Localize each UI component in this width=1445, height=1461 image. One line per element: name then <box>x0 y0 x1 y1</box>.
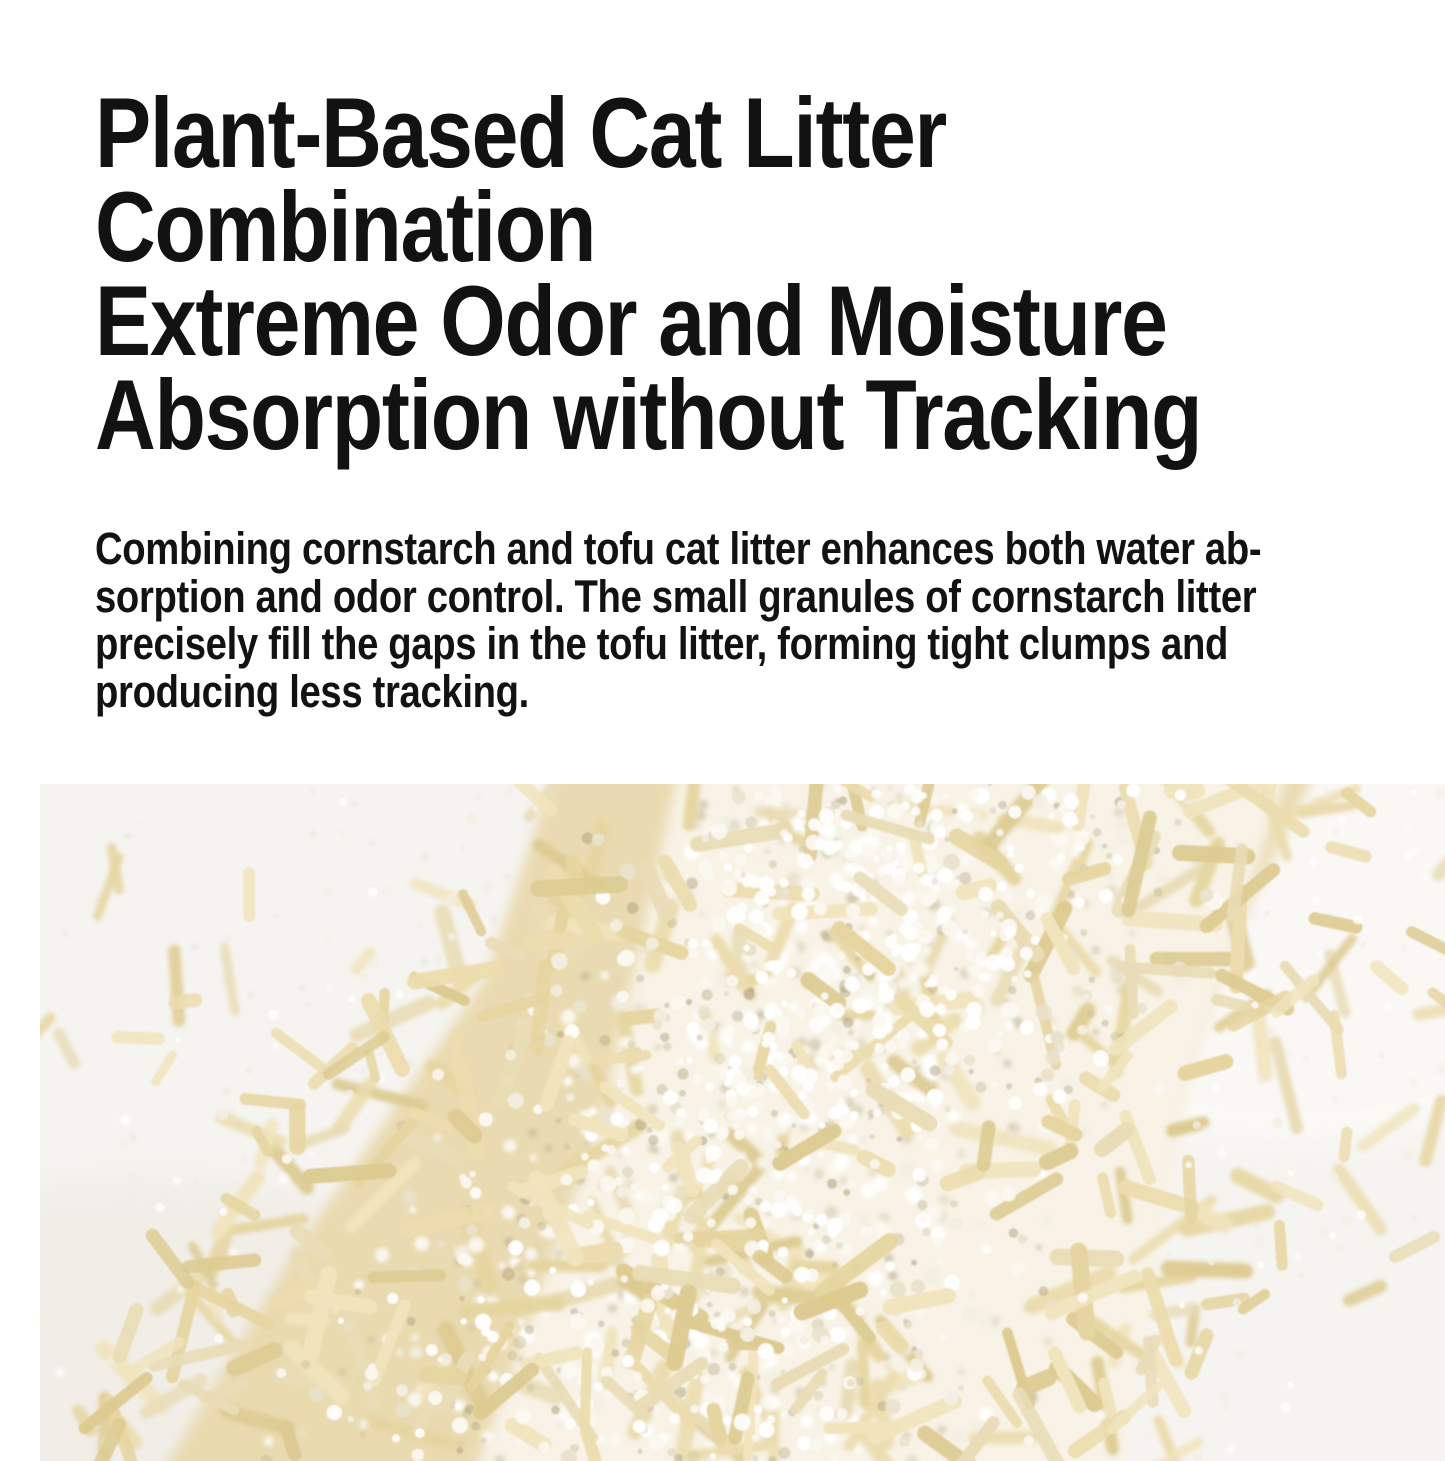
headline-line-4: Absorption without Tracking <box>95 368 1201 462</box>
litter-photo-illustration <box>40 784 1445 1461</box>
description-line-2: sorption and odor control. The small granules of cornstarch litter <box>95 573 1261 621</box>
description-line-4: producing less tracking. <box>95 668 1261 716</box>
product-photo <box>40 784 1445 1461</box>
headline-line-2: Combination <box>95 180 1201 274</box>
headline-line-1: Plant-Based Cat Litter <box>95 86 1201 180</box>
page-title <box>95 86 1201 462</box>
description-text <box>95 525 1261 715</box>
headline-line-3: Extreme Odor and Moisture <box>95 274 1201 368</box>
description-line-1: Combining cornstarch and tofu cat litter enhances both water ab- <box>95 525 1261 573</box>
description-line-3: precisely fill the gaps in the tofu litter, forming tight clumps and <box>95 620 1261 668</box>
